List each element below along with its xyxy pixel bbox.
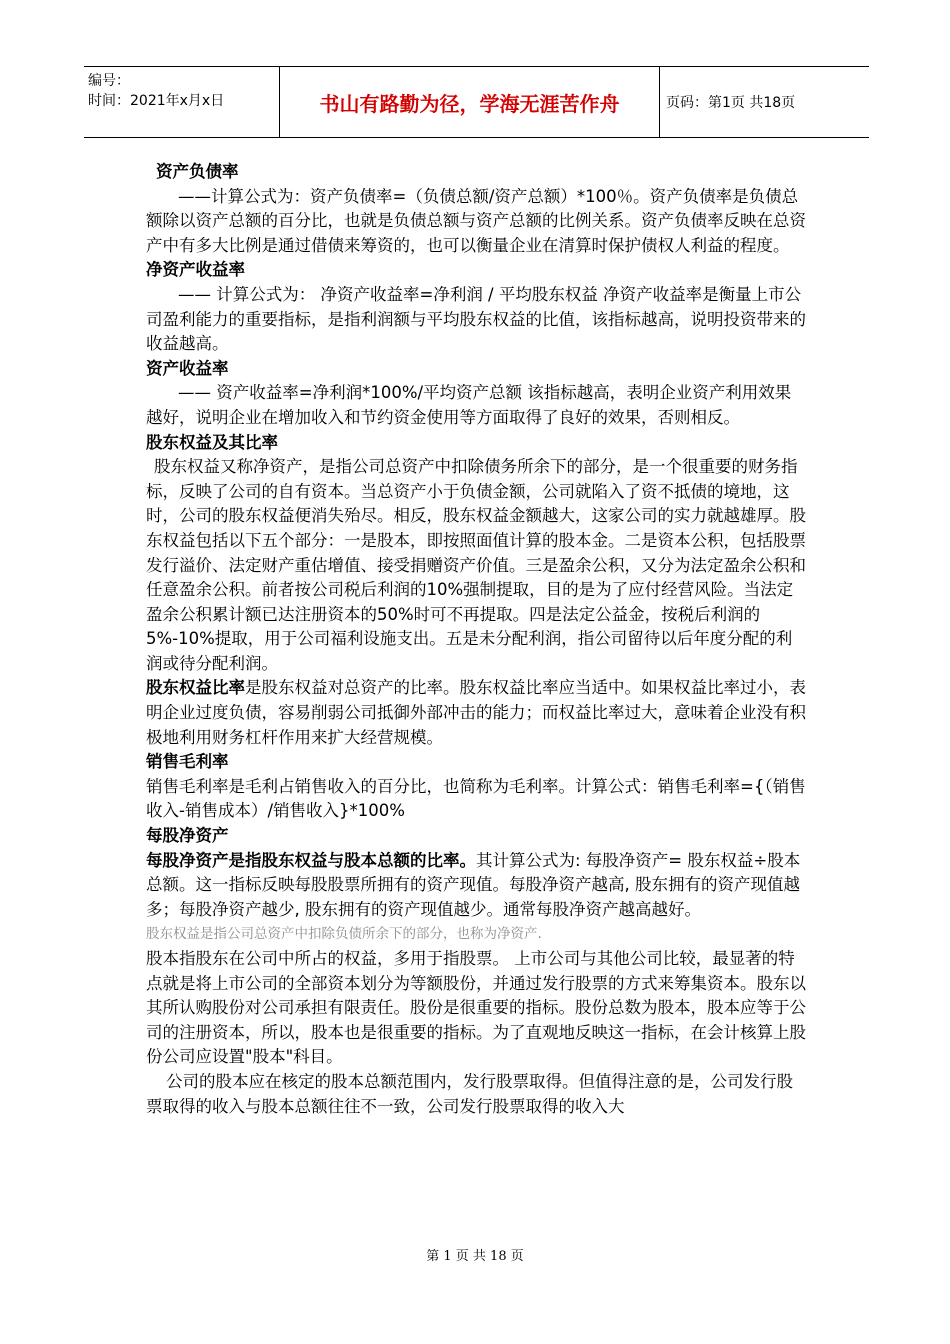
page-header [84, 66, 869, 138]
section-title-gross-margin: 销售毛利率 [146, 752, 229, 772]
section-body-debt-ratio: ——计算公式为：资产负债率=（负债总额/资产总额）*100％。资产负债率是负债总额除以资产总额的百分比，也就是负债总额与资产总额的比例关系。资产负债率反映在总资产中有多大比例是通过借债来筹资的，也可以衡量企业在清算时保护债权人利益的程度。 [146, 186, 806, 255]
section-body-equity: 股东权益又称净资产，是指公司总资产中扣除债务所余下的部分，是一个很重要的财务指标，反映了公司的自有资本。当总资产小于负债金额，公司就陷入了资不抵债的境地，这时，公司的股东权益便消失殆尽。相反，股东权益金额越大，这家公司的实力就越雄厚。股东权益包括以下五个部分：一是股本，即按照面值计算的股本金。二是资本公积，包括股票发行溢价、法定财产重估增值、接受捐赠资产价值。三是盈余公积，又分为法定盈余公积和任意盈余公积。前者按公司税后利润的10%强制提取，目的是为了应付经营风险。当法定盈余公积累计额已达注册资本的50%时可不再提取。四是法定公益金，按税后利润的5%-10%提取，用于公司福利设施支出。五是未分配利润，指公司留待以后年度分配的利润或待分配利润。 [146, 457, 806, 673]
page-footer: 第 1 页 共 18 页 [426, 1249, 524, 1264]
section-title-debt-ratio: 资产负债率 [156, 162, 239, 181]
paragraph-share-capital: 股本指股东在公司中所占的权益，多用于指股票。 上市公司与其他公司比较，最显著的特点就是将上市公司的全部资本划分为等额股份，并通过发行股票的方式来筹集资本。股东以其所认购股份对公司承担有限责任。股份是很重要的指标。股份总数为股本，股本应等于公司的注册资本，所以，股本也是很重要的指标。为了直观地反映这一指标，在会计核算上股份公司应设置"股本"科目。 [146, 949, 806, 1067]
document-number-label: 编号： [88, 73, 130, 89]
section-body-bvps [146, 849, 806, 923]
equity-ratio-text: 是股东权益对总资产的比率。股东权益比率应当适中。如果权益比率过小，表明企业过度负债，容易削弱公司抵御外部冲击的能力；而权益比率过大，意味着企业没有积极地利用财务杠杆作用来扩大经营规模。 [146, 678, 806, 747]
document-time-label: 时间：2021年x月x日 [88, 93, 225, 109]
gray-note: 股东权益是指公司总资产中扣除负债所余下的部分，也称为净资产. [146, 926, 542, 943]
section-body-gross-margin: 销售毛利率是毛利占销售收入的百分比，也简称为毛利率。计算公式：销售毛利率={（销售收入-销售成本）/销售收入}*100% [146, 776, 806, 821]
section-body-equity-ratio [146, 676, 806, 750]
paragraph-last: 公司的股本应在核定的股本总额范围内，发行股票取得。但值得注意的是，公司发行股票取得的收入与股本总额往往不一致，公司发行股票取得的收入大 [146, 1071, 793, 1116]
section-title-roe: 净资产收益率 [146, 260, 245, 280]
equity-ratio-term: 股东权益比率 [146, 678, 245, 698]
header-motto: 书山有路勤为径，学海无涯苦作舟 [280, 67, 660, 137]
section-title-roa: 资产收益率 [146, 358, 229, 378]
section-body-roa: —— 资产收益率=净利润*100%/平均资产总额 该指标越高，表明企业资产利用效果越好，说明企业在增加收入和节约资金使用等方面取得了良好的效果，否则相反。 [146, 383, 792, 427]
section-body-roe: —— 计算公式为： 净资产收益率=净利润 / 平均股东权益 净资产收益率是衡量上市公司盈利能力的重要指标，是指利润额与平均股东权益的比值，该指标越高，说明投资带来的收益越高。 [146, 284, 806, 354]
section-title-bvps: 每股净资产 [146, 826, 229, 846]
header-page-info: 页码：第1页 共18页 [666, 95, 796, 111]
section-title-equity: 股东权益及其比率 [146, 432, 278, 452]
header-left-cell [84, 67, 280, 137]
bvps-definition: 每股净资产是指股东权益与股本总额的比率。 [146, 850, 476, 870]
bvps-text: 其计算公式为: 每股净资产= 股东权益÷股本总额。这一指标反映每股股票所拥有的资产现值。每股净资产越高, 股东拥有的资产现值越多；每股净资产越少, 股东拥有的资产现值越少。通常每股净资产越高越好。 [146, 850, 801, 919]
document-body [146, 160, 806, 1119]
